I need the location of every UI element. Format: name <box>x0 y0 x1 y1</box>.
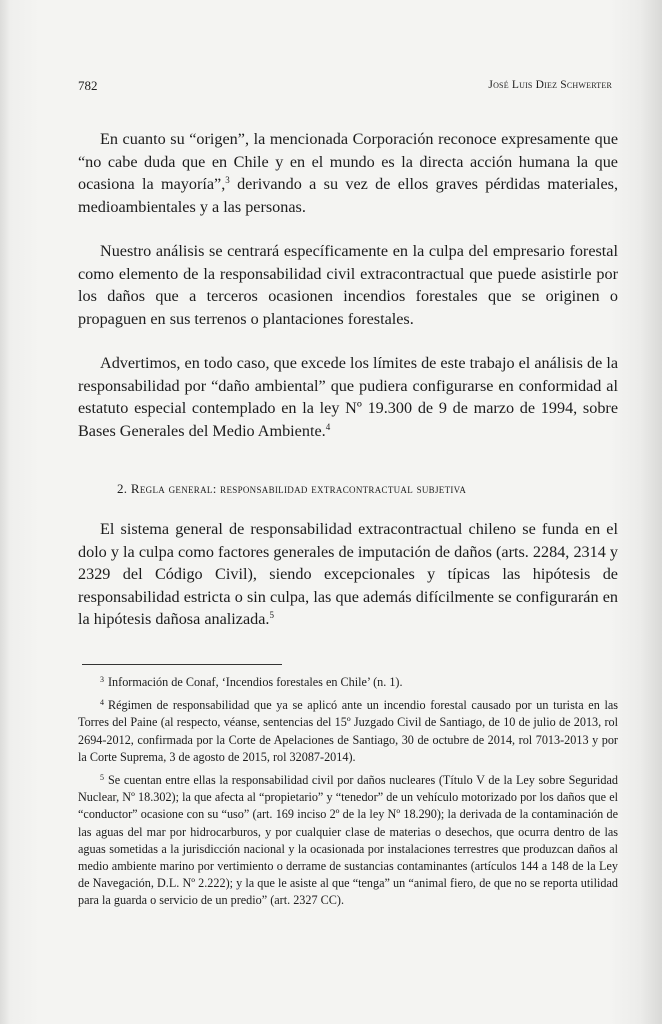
paragraph-environmental-damage <box>78 352 618 442</box>
section-heading: 2. Regla general: responsabilidad extracontractual subjetiva <box>117 481 467 496</box>
paragraph-text: En cuanto su “origen”, la mencionada Corporación reconoce expresamente que “no cabe duda que en Chile y en el mundo es la directa acción humana la que ocasiona la mayoría”, <box>78 130 618 194</box>
paragraph-origin <box>78 128 618 218</box>
footnote-ref[interactable]: 5 <box>269 610 274 621</box>
paragraph-analysis-scope <box>78 240 618 330</box>
footnote-mark: 5 <box>100 773 104 783</box>
paragraph-text-tail: derivando a su vez de ellos graves pérdidas materiales, medioambientales y a las personas. <box>78 175 618 216</box>
running-head: José Luis Diez Schwerter <box>488 79 612 91</box>
paragraph-text: Advertimos, en todo caso, que excede los límites de este trabajo el análisis de la responsabilidad por “daño ambiental” que pudiera configurarse en conformidad al estatuto especial contemplado en la ley Nº 19.300 de 9 de marzo de 1994, sobre Bases Generales del Medio Ambiente. <box>78 354 618 440</box>
paragraph-general-system <box>78 518 618 631</box>
footnote-5 <box>78 772 618 910</box>
footnote-4 <box>78 697 618 766</box>
footnote-ref[interactable]: 3 <box>225 175 230 186</box>
paragraph-text: El sistema general de responsabilidad extracontractual chileno se funda en el dolo y la culpa como factores generales de imputación de daños (arts. 2284, 2314 y 2329 del Código Civil), siendo excepcionales y típicas las hipótesis de responsabilidad estricta o sin culpa, las que además difícilmente se configurarán en la hipótesis dañosa analizada. <box>78 520 618 629</box>
footnotes <box>78 674 618 916</box>
footnote-ref[interactable]: 4 <box>325 421 331 432</box>
footnote-3 <box>78 674 618 691</box>
paragraph-text: Nuestro análisis se centrará específicamente en la culpa del empresario forestal como elemento de la responsabilidad civil extracontractual que puede asistirle por los daños que a terceros ocasionen incendios forestales que se originen o propaguen en sus terrenos o plantaciones forestales. <box>78 242 618 328</box>
footnote-text: Régimen de responsabilidad que ya se aplicó ante un incendio forestal causado por un turista en las Torres del Paine (al respecto, véanse, sentencias del 15º Juzgado Civil de Santiago, de 10 de julio de 2013, rol 2694-2012, confirmada por la Corte de Apelaciones de Santiago, 30 de octubre de 2014, rol 7013-2013 y por la Corte Suprema, 3 de agosto de 2015, rol 32087-2014). <box>78 698 618 764</box>
footnote-mark: 4 <box>100 698 104 708</box>
footnote-divider <box>82 664 282 665</box>
page-number: 782 <box>78 78 98 93</box>
footnote-mark: 3 <box>100 675 104 684</box>
footnote-text: Se cuentan entre ellas la responsabilidad civil por daños nucleares (Título V de la Ley sobre Seguridad Nuclear, Nº 18.302); la que afecta al “propietario” y “tenedor” de un vehículo motorizado por los daños que el “conductor” ocasione con su “uso” (art. 169 inciso 2º de la ley Nº 18.290); la derivada de la contaminación de las aguas del mar por hidrocarburos, y por cualquier clase de materias o desechos, que ocurra dentro de las aguas sometidas a la jurisdicción nacional y la ocasionada por instalaciones terrestres que produzcan daños al medio ambiente marino por vertimiento o derrame de sustancias contaminantes (artículos 144 a 148 de la Ley de Navegación, D.L. Nº 2.222); y la que le asiste al que “tenga” un “animal fiero, de que no se reporta utilidad para la guarda o servicio de un predio” (art. 2327 CC). <box>78 773 618 908</box>
footnote-text: Información de Conaf, ‘Incendios forestales en Chile’ (n. 1). <box>108 675 403 689</box>
